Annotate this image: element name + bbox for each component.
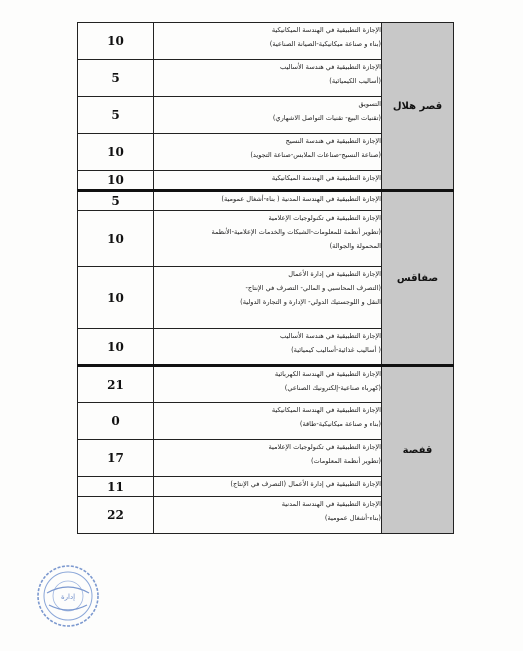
program-cell: [154, 267, 382, 329]
seat-count: 10: [78, 171, 154, 191]
program-cell: [154, 171, 382, 191]
program-cell: [154, 477, 382, 497]
program-line: (صناعة النسيج-صناعات الملابس-صناعة التجويد): [250, 151, 381, 159]
program-line: الإجازة التطبيقية في الهندسة الكهربائية: [274, 370, 381, 378]
seat-count: 10: [78, 211, 154, 267]
official-stamp-icon: [35, 563, 101, 629]
program-line: (كهرباء صناعية-إلكترونيك الصناعي): [284, 384, 381, 392]
program-line: (بناء و صناعة ميكانيكية-الصيانة الصناعية): [269, 40, 381, 48]
program-cell: [154, 23, 382, 60]
seat-count: 21: [78, 366, 154, 403]
program-cell: [154, 329, 382, 366]
program-line: النقل و اللوجستيك الدولي- الإدارة و التجارة الدولية): [240, 298, 381, 306]
program-line: ( أساليب غذائية-أساليب كيميائية): [291, 346, 381, 354]
table-row: [78, 23, 454, 60]
seat-count: 5: [78, 60, 154, 97]
program-line: (بناء-أشغال عمومية): [324, 514, 381, 522]
program-cell: [154, 403, 382, 440]
svg-text:إدارة: إدارة: [60, 593, 76, 601]
program-line: (أساليب الكيميائية): [329, 77, 381, 85]
city-name: صفاقس: [382, 191, 454, 366]
program-line: الإجازة التطبيقية في إدارة الأعمال: [288, 270, 381, 278]
program-line: الإجازة التطبيقية في الهندسة الميكانيكية: [271, 174, 381, 182]
program-line: (تقنيات البيع- تقنيات التواصل الاشهاري): [272, 114, 381, 122]
program-line: الإجازة التطبيقية في تكنولوجيات الإعلامية: [268, 443, 381, 451]
seat-count: 11: [78, 477, 154, 497]
program-line: الإجازة التطبيقية في هندسة الأساليب: [279, 332, 381, 340]
program-line: الإجازة التطبيقية في تكنولوجيات الإعلامية: [268, 214, 381, 222]
seat-count: 5: [78, 97, 154, 134]
program-line: الإجازة التطبيقية في هندسة النسيج: [285, 137, 381, 145]
program-line: (تطوير أنظمة للمعلومات-الشبكات والخدمات الإعلامية-الأنظمة: [211, 228, 381, 236]
seat-count: 10: [78, 329, 154, 366]
program-line: الإجازة التطبيقية في الهندسة الميكانيكية: [271, 26, 381, 34]
program-cell: [154, 60, 382, 97]
program-line: (التصرف المحاسبي و المالي- التصرف في الإنتاج-: [245, 284, 381, 292]
program-line: التسويق: [358, 100, 381, 108]
program-cell: [154, 497, 382, 534]
program-line: المحمولة والجوالة): [329, 242, 381, 250]
program-line: الإجازة التطبيقية في الهندسة المدنية: [281, 500, 381, 508]
seat-count: 0: [78, 403, 154, 440]
seat-count: 10: [78, 267, 154, 329]
seat-count: 10: [78, 23, 154, 60]
seat-count: 5: [78, 191, 154, 211]
seat-count: 22: [78, 497, 154, 534]
program-line: الإجازة التطبيقية في إدارة الأعمال (التصرف في الإنتاج): [230, 480, 381, 488]
city-name: قفصة: [382, 366, 454, 534]
admissions-table: [77, 22, 454, 534]
program-line: الإجازة التطبيقية في الهندسة المدنية ( بناء-أشغال عمومية): [221, 195, 381, 203]
program-cell: [154, 97, 382, 134]
program-cell: [154, 440, 382, 477]
seat-count: 17: [78, 440, 154, 477]
program-cell: [154, 134, 382, 171]
table-row: [78, 366, 454, 403]
program-cell: [154, 191, 382, 211]
program-cell: [154, 366, 382, 403]
city-name: قصر هلال: [382, 23, 454, 191]
table-row: [78, 191, 454, 211]
program-line: الإجازة التطبيقية في هندسة الأساليب: [279, 63, 381, 71]
program-cell: [154, 211, 382, 267]
seat-count: 10: [78, 134, 154, 171]
program-line: (بناء و صناعة ميكانيكية-طاقة): [299, 420, 381, 428]
program-line: (تطوير أنظمة المعلومات): [310, 457, 381, 465]
program-line: الإجازة التطبيقية في الهندسة الميكانيكية: [271, 406, 381, 414]
